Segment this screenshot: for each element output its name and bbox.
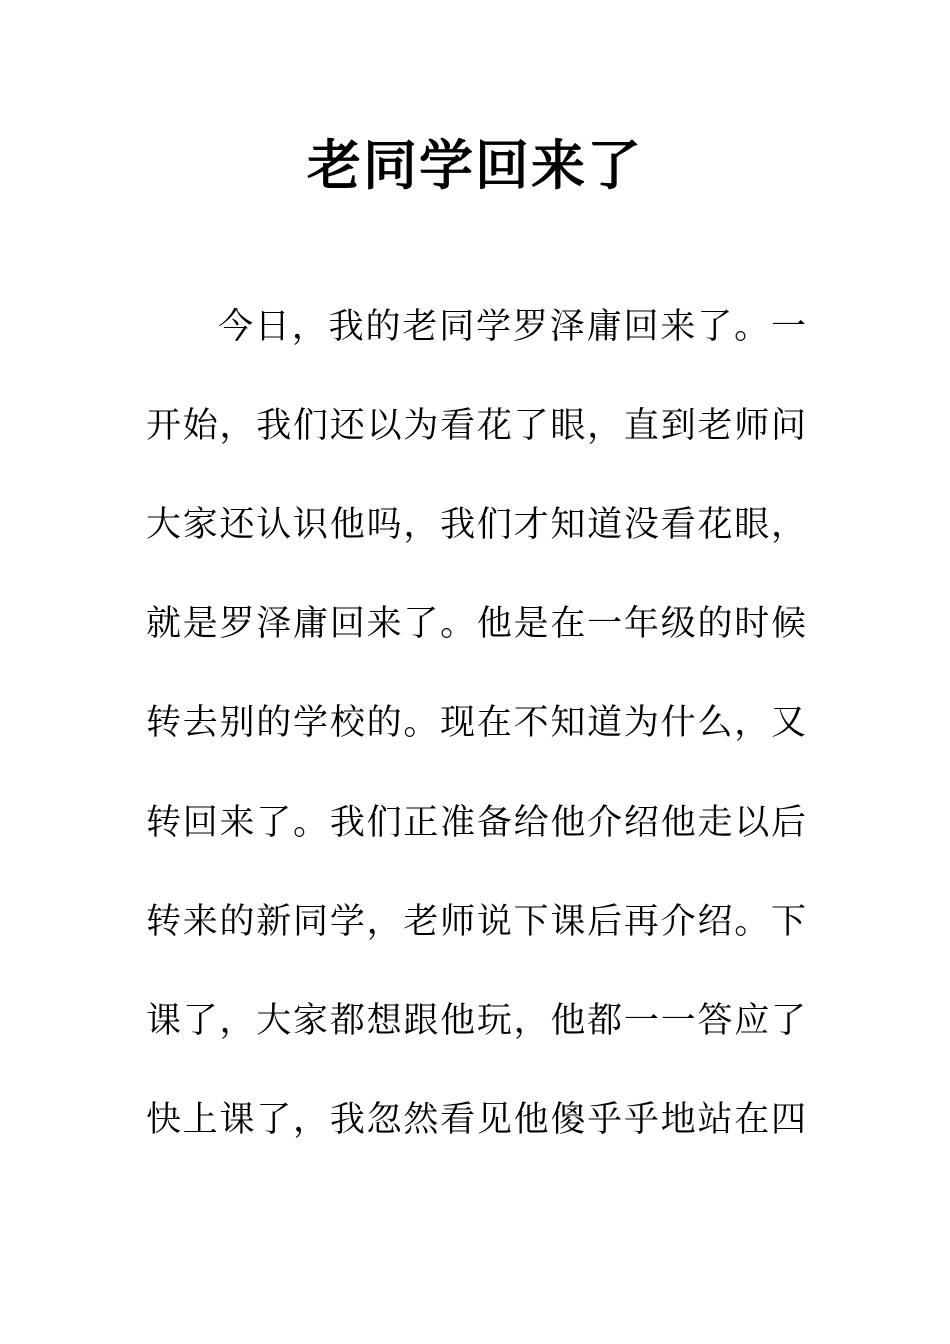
text-line: 就是罗泽庸回来了。他是在一年级的时候 [146, 604, 806, 644]
text-line: 课了，大家都想跟他玩，他都一一答应了 [146, 1001, 806, 1041]
text-line: 转回来了。我们正准备给他介绍他走以后 [146, 803, 806, 843]
document-title: 老同学回来了 [307, 134, 643, 197]
text-line: 快上课了，我忽然看见他傻乎乎地站在四 [146, 1100, 806, 1140]
text-line: 转来的新同学，老师说下课后再介绍。下 [146, 902, 806, 942]
text-line: 今日，我的老同学罗泽庸回来了。一 [218, 307, 806, 347]
text-line: 大家还认识他吗，我们才知道没看花眼， [146, 505, 806, 545]
text-line: 开始，我们还以为看花了眼，直到老师问 [146, 406, 806, 446]
text-line: 转去别的学校的。现在不知道为什么，又 [146, 703, 806, 743]
